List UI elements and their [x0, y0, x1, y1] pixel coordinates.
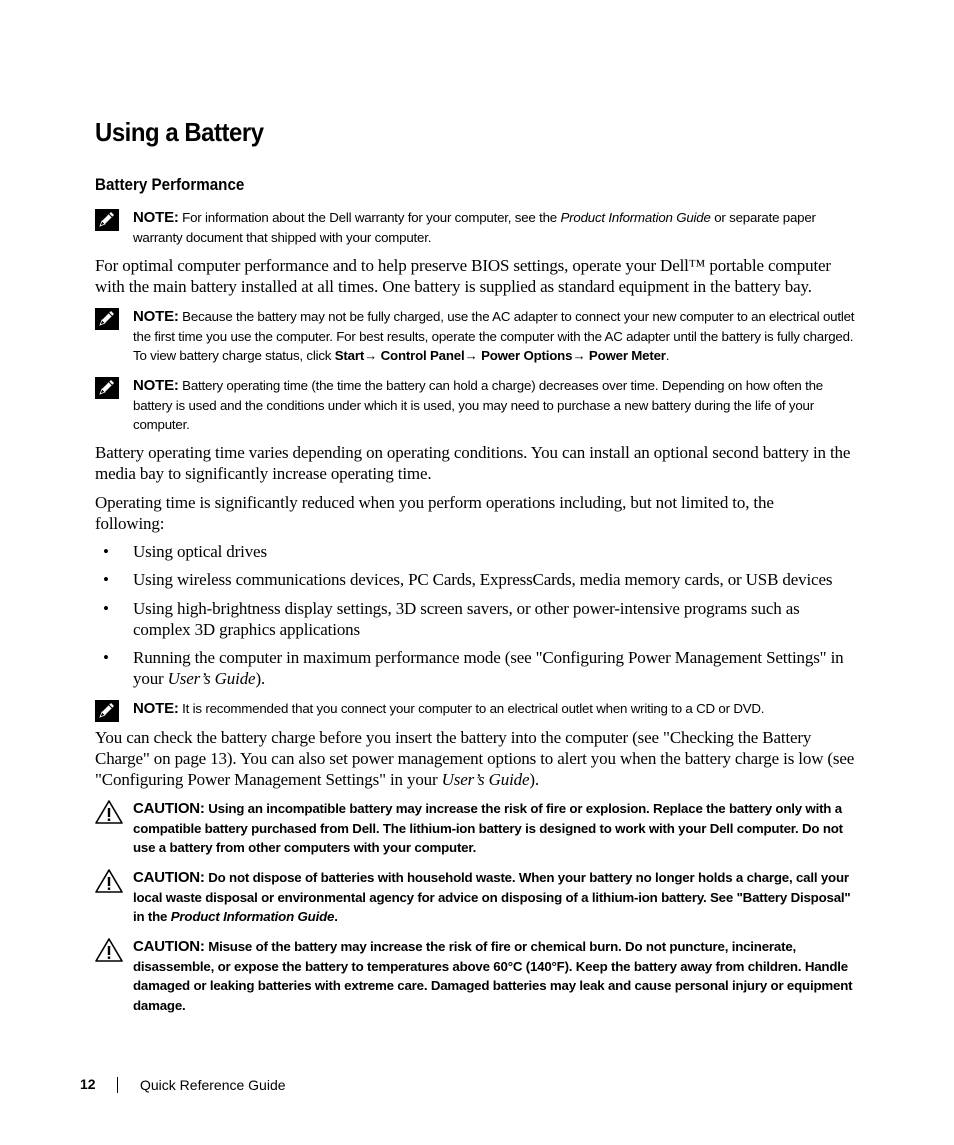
caution-disposal [95, 868, 860, 927]
paragraph-reduced-time: Operating time is significantly reduced when you perform operations including, but not limited to, the following: [95, 493, 774, 533]
list-item-italic: User’s Guide [167, 669, 256, 688]
note-text: It is recommended that you connect your computer to an electrical outlet when writing to a CD or DVD. [178, 701, 765, 716]
note-cd-dvd [95, 699, 860, 727]
pencil-note-icon [95, 376, 133, 435]
note-text: . [665, 348, 670, 363]
list-item-text [133, 647, 860, 689]
note-text: Battery operating time (the time the battery can hold a charge) decreases over time. Depending on how often the battery is used and the conditions under which it is used, you may need to purchase a new battery during the life of your computer. [133, 378, 823, 432]
guide-title: Quick Reference Guide [140, 1077, 286, 1093]
paragraph-check-charge [95, 727, 860, 790]
pencil-note-icon [95, 699, 133, 727]
warning-triangle-icon [95, 799, 133, 858]
warning-triangle-icon [95, 868, 133, 927]
caution-text: Misuse of the battery may increase the risk of fire or chemical burn. Do not puncture, incinerate, disassemble, or expose the battery to temperatures above 60°C (140°F). Keep the battery away from children. Handle damaged or leaking batteries with extreme care. Damaged batteries may leak and cause personal injury or equipment damage. [133, 939, 853, 1013]
note-label: NOTE: [133, 700, 179, 717]
caution-text: Do not dispose of batteries with household waste. When your battery no longer holds a charge, call your local waste disposal or environmental agency for advice on disposing of a lithium-ion battery. See "Battery Disposal" in the [133, 870, 851, 924]
note-label: NOTE: [133, 377, 179, 394]
paragraph-text: ). [529, 770, 540, 789]
arrow-icon: → [464, 348, 482, 363]
note-text: Because the battery may not be fully charged, use the AC adapter to connect your new computer to an electrical outlet the first time you use the computer. For best results, operate the computer with the AC adapter until the battery is fully charged. To view battery charge status, click [133, 309, 855, 363]
caution-label: CAUTION: [133, 800, 205, 817]
list-item-text-part: ). [255, 669, 266, 688]
note-charge [95, 307, 860, 366]
caution-label: CAUTION: [133, 938, 205, 955]
caution-incompatible-battery [95, 799, 860, 858]
arrow-icon: → [364, 348, 381, 363]
bullet-icon: • [103, 599, 109, 618]
warning-triangle-icon [95, 937, 133, 1015]
note-label: NOTE: [133, 209, 179, 226]
note-text: or separate paper warranty document that shipped with your computer. [133, 210, 816, 245]
caution-text: . [334, 909, 338, 924]
arrow-icon: → [572, 348, 589, 363]
footer-divider [117, 1077, 118, 1093]
menu-path-power-meter: Power Meter [588, 348, 666, 363]
list-item-text: Using optical drives [133, 542, 267, 561]
paragraph-main-battery: For optimal computer performance and to help preserve BIOS settings, operate your Dell™ portable computer with the main battery installed at all times. One battery is supplied as standard equipment in the battery bay. [95, 256, 831, 296]
caution-misuse [95, 937, 860, 1015]
paragraph-text: You can check the battery charge before you insert the battery into the computer (see "Checking the Battery Charge" on page 13). You can also set power management options to alert you when the battery charge is low (see "Configuring Power Management Settings" in your [95, 728, 855, 789]
menu-path-power-options: Power Options [481, 348, 573, 363]
paragraph-italic: User’s Guide [441, 770, 530, 789]
bullet-icon: • [103, 570, 109, 589]
note-label: NOTE: [133, 308, 179, 325]
menu-path-control-panel: Control Panel [380, 348, 465, 363]
page-title: Using a Battery [95, 117, 264, 147]
list-item [95, 598, 860, 640]
list-item-text-part: Running the computer in maximum performance mode (see "Configuring Power Management Settings" in your [133, 648, 844, 688]
bullet-icon: • [103, 648, 109, 667]
list-item [95, 647, 860, 689]
list-item-text: Using high-brightness display settings, 3D screen savers, or other power-intensive programs such as complex 3D graphics applications [133, 599, 800, 639]
caution-italic: Product Information Guide [170, 909, 335, 924]
paragraph-operating-conditions: Battery operating time varies depending on operating conditions. You can install an optional second battery in the media bay to significantly increase operating time. [95, 443, 851, 483]
list-item [95, 569, 860, 590]
bullet-icon: • [103, 542, 109, 561]
note-operating-time [95, 376, 860, 435]
list-item [95, 541, 860, 562]
section-title: Battery Performance [95, 176, 245, 194]
page-number: 12 [80, 1076, 96, 1092]
caution-label: CAUTION: [133, 869, 205, 886]
note-italic: Product Information Guide [560, 210, 711, 225]
pencil-note-icon [95, 208, 133, 247]
note-warranty [95, 208, 860, 247]
note-text: For information about the Dell warranty for your computer, see the [178, 210, 561, 225]
list-item-text: Using wireless communications devices, PC Cards, ExpressCards, media memory cards, or USB devices [133, 570, 833, 589]
pencil-note-icon [95, 307, 133, 366]
menu-path-start: Start [334, 348, 365, 363]
caution-text: Using an incompatible battery may increase the risk of fire or explosion. Replace the battery only with a compatible battery purchased from Dell. The lithium-ion battery is designed to work with your Dell computer. Do not use a battery from other computers with your computer. [133, 801, 843, 855]
